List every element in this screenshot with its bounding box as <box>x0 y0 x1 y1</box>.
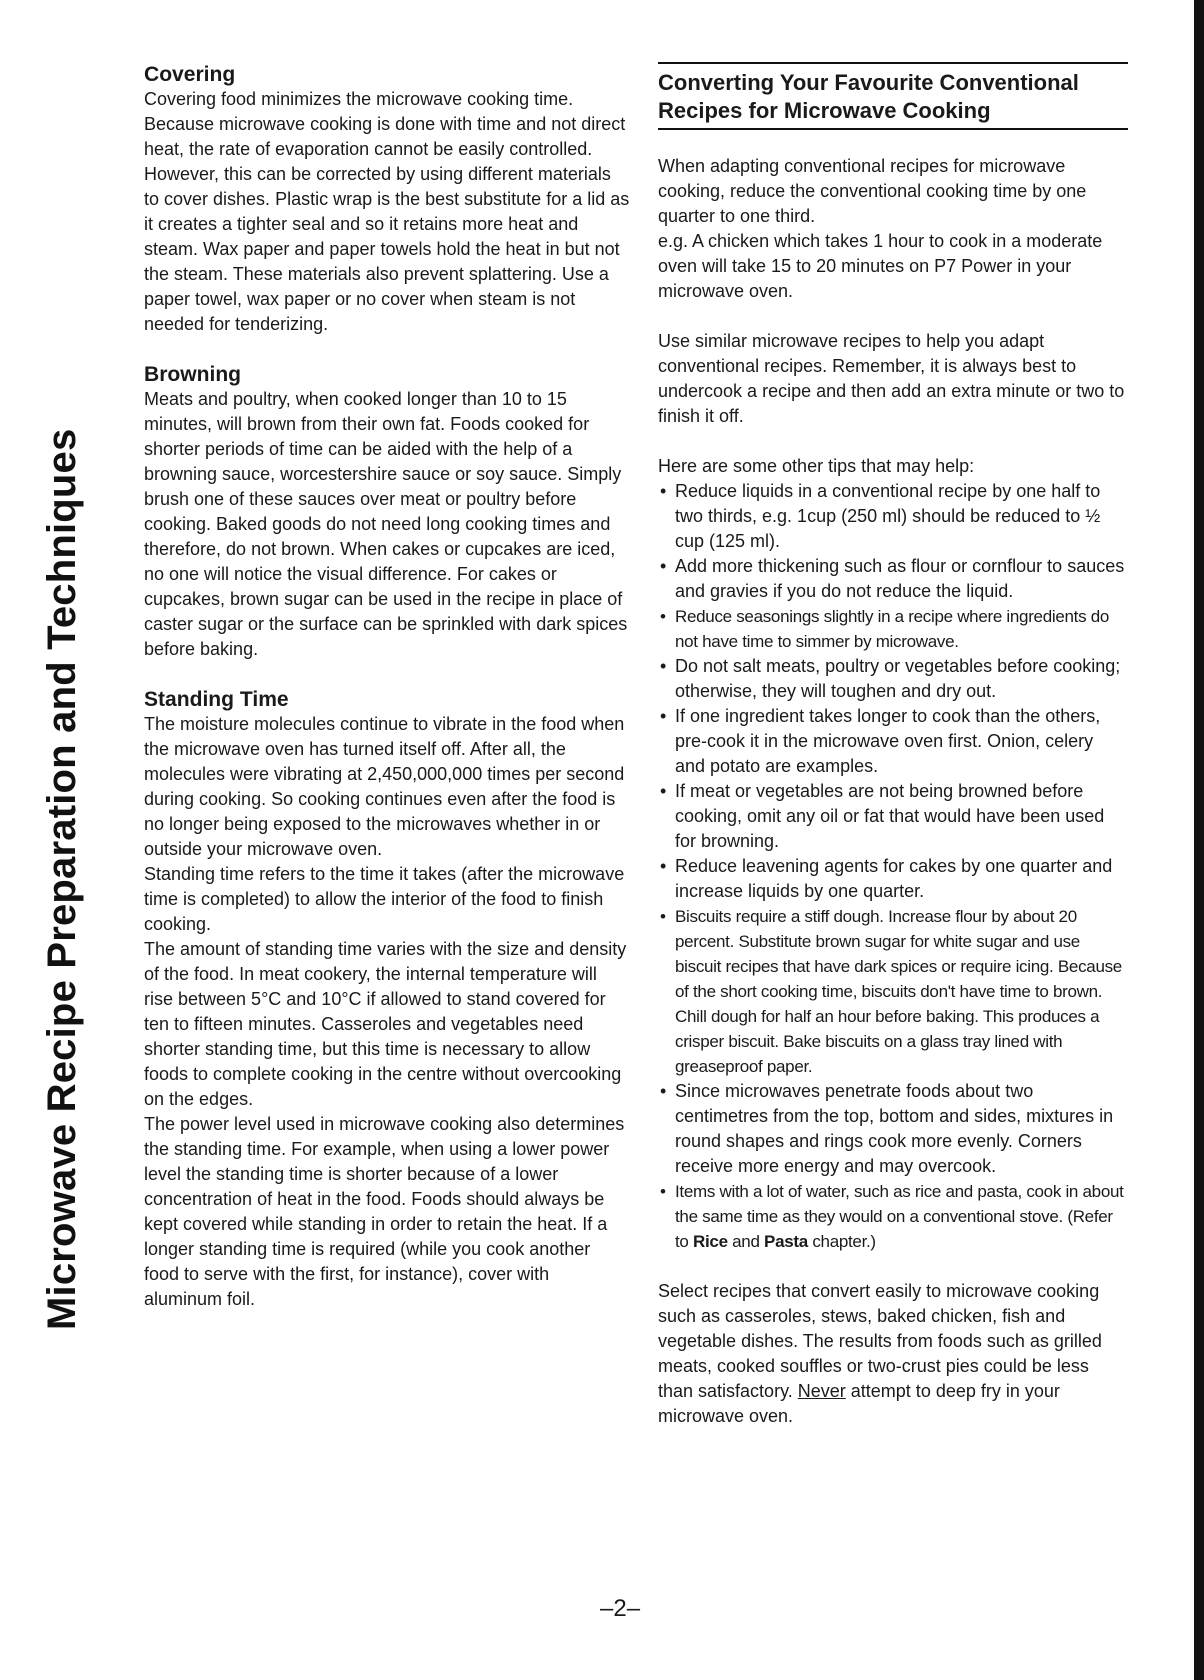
bullet-icon: • <box>660 656 667 676</box>
closing-paragraph <box>658 1279 1128 1429</box>
converting-heading <box>658 62 1128 130</box>
tips-list <box>658 479 1128 1254</box>
tip-item <box>658 604 1128 654</box>
covering-paragraph-2: Because microwave cooking is done with time and not direct heat, the rate of evaporation cannot be easily controlled. However, this can be corrected by using different materials to cover dishes. Plastic wrap is the best substitute for a lid as it creates a tighter seal and so it retains more heat and steam. Wax paper and paper towels hold the heat in but not the steam. These materials also prevent splattering. Use a paper towel, wax paper or no cover when steam is not needed for tenderizing. <box>144 114 630 334</box>
tip-text: If one ingredient takes longer to cook than the others, pre-cook it in the microwave oven first. Onion, celery and potato are examples. <box>675 706 1101 776</box>
rice-chapter-ref: Rice <box>693 1232 728 1251</box>
bullet-icon: • <box>660 607 666 626</box>
bullet-icon: • <box>660 1182 666 1201</box>
page-number: –2– <box>600 1595 641 1622</box>
bullet-icon: • <box>660 907 666 926</box>
tip-text-mid: and <box>727 1232 765 1251</box>
right-column <box>658 62 1128 1429</box>
bullet-icon: • <box>660 706 667 726</box>
bullet-icon: • <box>660 1081 667 1101</box>
covering-heading: Covering <box>144 63 236 86</box>
tips-intro: Here are some other tips that may help: <box>658 456 975 476</box>
tip-text-before: Items with a lot of water, such as rice and pasta, cook in about the same time as they would on a conventional stove. (Refer to <box>675 1182 1124 1251</box>
tip-item <box>658 1179 1128 1254</box>
tip-text: Do not salt meats, poultry or vegetables before cooking; otherwise, they will toughen and dry out. <box>675 656 1121 701</box>
tip-item <box>658 854 1128 904</box>
closing-text: Select recipes that convert easily to microwave cooking such as casseroles, stews, baked chicken, fish and vegetable dishes. The results from foods such as grilled meats, cooked souffles or two-crust pies could be less than satisfactory. <box>658 1281 1102 1401</box>
tip-item <box>658 779 1128 854</box>
tip-item <box>658 1079 1128 1179</box>
tip-item <box>658 554 1128 604</box>
tip-text: Biscuits require a stiff dough. Increase flour by about 20 percent. Substitute brown sugar for white sugar and use biscuit recipes that have dark spices or require icing. Because of the short cooking time, biscuits don't have time to brown. Chill dough for half an hour before baking. This produces a crisper biscuit. Bake biscuits on a glass tray lined with greaseproof paper. <box>675 907 1122 1076</box>
side-title: Microwave Recipe Preparation and Techniques <box>40 428 84 1330</box>
similar-recipes-paragraph: Use similar microwave recipes to help you adapt conventional recipes. Remember, it is always best to undercook a recipe and then add an extra minute or two to finish it off. <box>658 331 1125 426</box>
tip-item <box>658 704 1128 779</box>
bullet-icon: • <box>660 856 667 876</box>
bullet-icon: • <box>660 556 667 576</box>
tip-text: Reduce liquids in a conventional recipe by one half to two thirds, e.g. 1cup (250 ml) should be reduced to ½ cup (125 ml). <box>675 481 1101 551</box>
tip-text: Add more thickening such as flour or cornflour to sauces and gravies if you do not reduce the liquid. <box>675 556 1125 601</box>
converting-heading-line-1: Converting Your Favourite Conventional <box>658 70 1079 95</box>
page-edge-bar <box>1194 0 1204 1680</box>
never-emphasis: Never <box>797 1381 846 1401</box>
left-column <box>144 62 630 1312</box>
tip-item <box>658 904 1128 1079</box>
standing-paragraph-3: The amount of standing time varies with the size and density of the food. In meat cookery, the internal temperature will rise between 5°C and 10°C if allowed to stand covered for ten to fifteen minutes. Casseroles and vegetables need shorter standing time, but this time is necessary to allow foods to complete cooking in the centre without overcooking on the edges. <box>144 939 627 1109</box>
tip-text: Since microwaves penetrate foods about two centimetres from the top, bottom and sides, mixtures in round shapes and rings cook more evenly. Corners receive more energy and may overcook. <box>675 1081 1114 1176</box>
standing-paragraph-1: The moisture molecules continue to vibrate in the food when the microwave oven has turned itself off. After all, the molecules were vibrating at 2,450,000,000 times per second during cooking. So cooking continues even after the food is no longer being exposed to the microwaves whether in or outside your microwave oven. <box>144 714 625 859</box>
example-paragraph: e.g. A chicken which takes 1 hour to cook in a moderate oven will take 15 to 20 minutes on P7 Power in your microwave oven. <box>658 231 1103 301</box>
tip-item <box>658 479 1128 554</box>
standing-paragraph-4: The power level used in microwave cooking also determines the standing time. For example, when using a lower power level the standing time is shorter because of a lower concentration of heat in the food. Foods should always be kept covered while standing in order to retain the heat. If a longer standing time is required (while you cook another food to serve with the first, for instance), cover with aluminum foil. <box>144 1114 625 1309</box>
browning-paragraph: Meats and poultry, when cooked longer than 10 to 15 minutes, will brown from their own fat. Foods cooked for shorter periods of time can be aided with the help of a browning sauce, worcestershire sauce or soy sauce. Simply brush one of these sauces over meat or poultry before cooking. Baked goods do not need long cooking times and therefore, do not brown. When cakes or cupcakes are iced, no one will notice the visual difference. For cakes or cupcakes, brown sugar can be used in the recipe in place of caster sugar or the surface can be sprinkled with dark spices before baking. <box>144 389 628 659</box>
tip-text-after: chapter.) <box>807 1232 876 1251</box>
bullet-icon: • <box>660 481 667 501</box>
standing-paragraph-2: Standing time refers to the time it takes (after the microwave time is completed) to allow the interior of the food to finish cooking. <box>144 864 625 934</box>
standing-time-heading: Standing Time <box>144 688 289 711</box>
bullet-icon: • <box>660 781 667 801</box>
closing-tail: attempt to deep fry in your microwave oven. <box>658 1381 1060 1426</box>
converting-heading-line-2: Recipes for Microwave Cooking <box>658 98 991 123</box>
pasta-chapter-ref: Pasta <box>764 1232 808 1251</box>
tip-text: If meat or vegetables are not being browned before cooking, omit any oil or fat that would have been used for browning. <box>675 781 1105 851</box>
intro-paragraph: When adapting conventional recipes for microwave cooking, reduce the conventional cooking time by one quarter to one third. <box>658 156 1087 226</box>
tip-item <box>658 654 1128 704</box>
tip-text: Reduce seasonings slightly in a recipe where ingredients do not have time to simmer by microwave. <box>675 607 1110 651</box>
covering-paragraph-1: Covering food minimizes the microwave cooking time. <box>144 89 574 109</box>
browning-heading: Browning <box>144 363 242 386</box>
tip-text: Reduce leavening agents for cakes by one quarter and increase liquids by one quarter. <box>675 856 1113 901</box>
